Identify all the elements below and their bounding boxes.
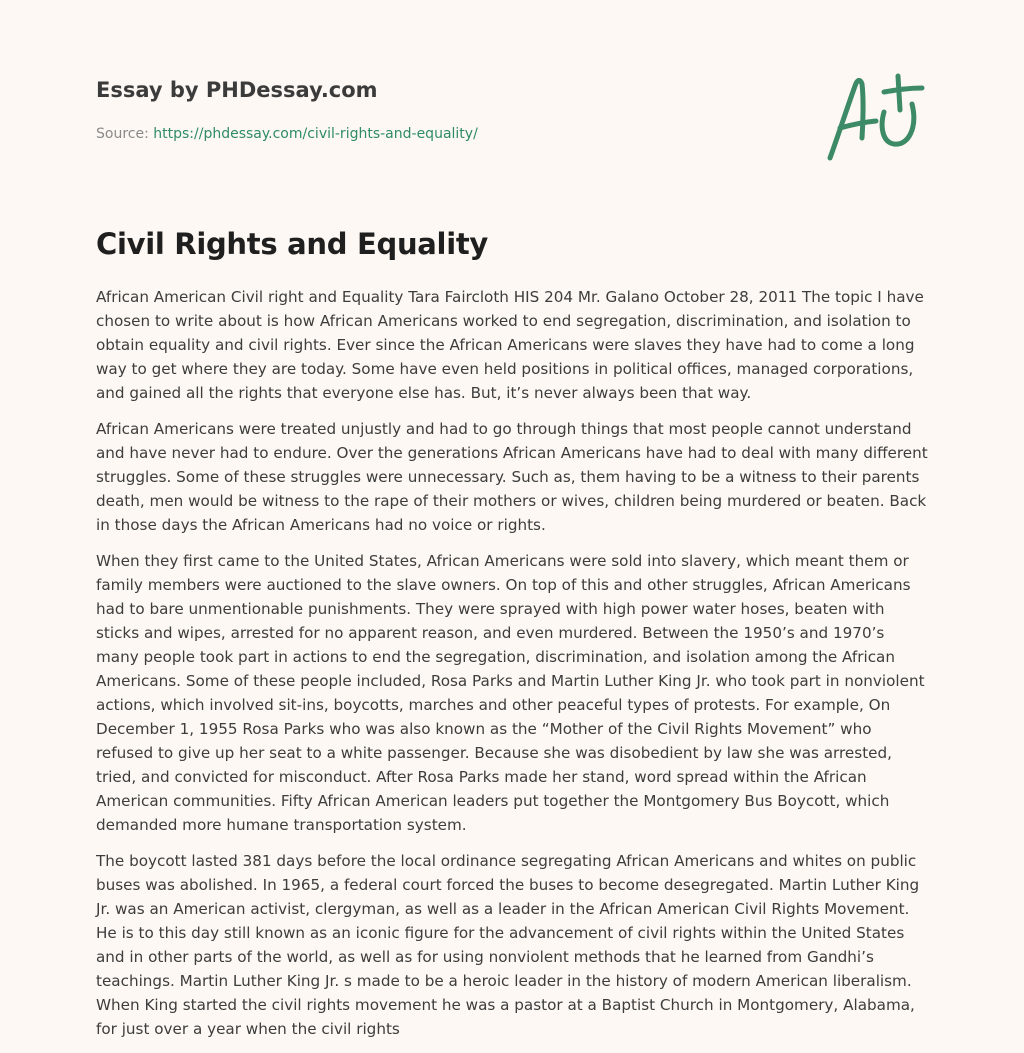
essay-paragraph: African Americans were treated unjustly and had to go through things that most people cannot understand and have never had to endure. Over the generations African Americans have had to deal with many different struggles. Some of these struggles were unnecessary. Such as, them having to be a witness to their parents death, men would be witness to the rape of their mothers or wives, children being murdered or beaten. Back in those days the African Americans had no voice or rights. [96, 420, 928, 534]
essay-paragraph: When they first came to the United States, African Americans were sold into slavery, which meant them or family members were auctioned to the slave owners. On top of this and other struggles, African Americans had to bare unmentionable punishments. They were sprayed with high power water hoses, beaten with sticks and wipes, arrested for no apparent reason, and even murdered. Between the 1950’s and 1970’s many people took part in actions to end the segregation, discrimination, and isolation among the African Americans. Some of these people included, Rosa Parks and Martin Luther King Jr. who took part in nonviolent actions, which involved sit-ins, boycotts, marches and other peaceful types of protests. For example, On December 1, 1955 Rosa Parks who was also known as the “Mother of the Civil Rights Movement” who refused to give up her seat to a white passenger. Because she was disobedient by law she was arrested, tried, and convicted for misconduct. After Rosa Parks made her stand, word spread within the African American communities. Fifty African American leaders put together the Montgomery Bus Boycott, which demanded more humane transportation system. [96, 552, 925, 834]
header [96, 76, 796, 144]
essay-paragraph: African American Civil right and Equality Tara Faircloth HIS 204 Mr. Galano October 28, 2011 The topic I have chosen to write about is how African Americans worked to end segregation, discrimination, and isolation to obtain equality and civil rights. Ever since the African Americans were slaves they have had to come a long way to get where they are today. Some have even held positions in political offices, managed corporations, and gained all the rights that everyone else has. But, it’s never always been that way. [96, 288, 924, 402]
a-plus-grade-icon [820, 66, 930, 166]
source-link[interactable]: https://phdessay.com/civil-rights-and-equality/ [153, 126, 478, 142]
site-brand: Essay by PHDessay.com [96, 78, 378, 102]
essay-title: Civil Rights and Equality [96, 227, 489, 261]
source-label: Source: [96, 126, 154, 142]
essay-paragraph: The boycott lasted 381 days before the local ordinance segregating African Americans and whites on public buses was abolished. In 1965, a federal court forced the buses to become desegregated. Martin Luther King Jr. was an American activist, clergyman, as well as a leader in the African American Civil Rights Movement. He is to this day still known as an iconic figure for the advancement of civil rights within the United States and in other parts of the world, as well as for using nonviolent methods that he learned from Gandhi’s teachings. Martin Luther King Jr. s made to be a heroic leader in the history of modern American liberalism. When King started the civil rights movement he was a pastor at a Baptist Church in Montgomery, Alabama, for just over a year when the civil rights [96, 852, 920, 1038]
essay-body [96, 285, 929, 1053]
source-line [96, 124, 796, 144]
